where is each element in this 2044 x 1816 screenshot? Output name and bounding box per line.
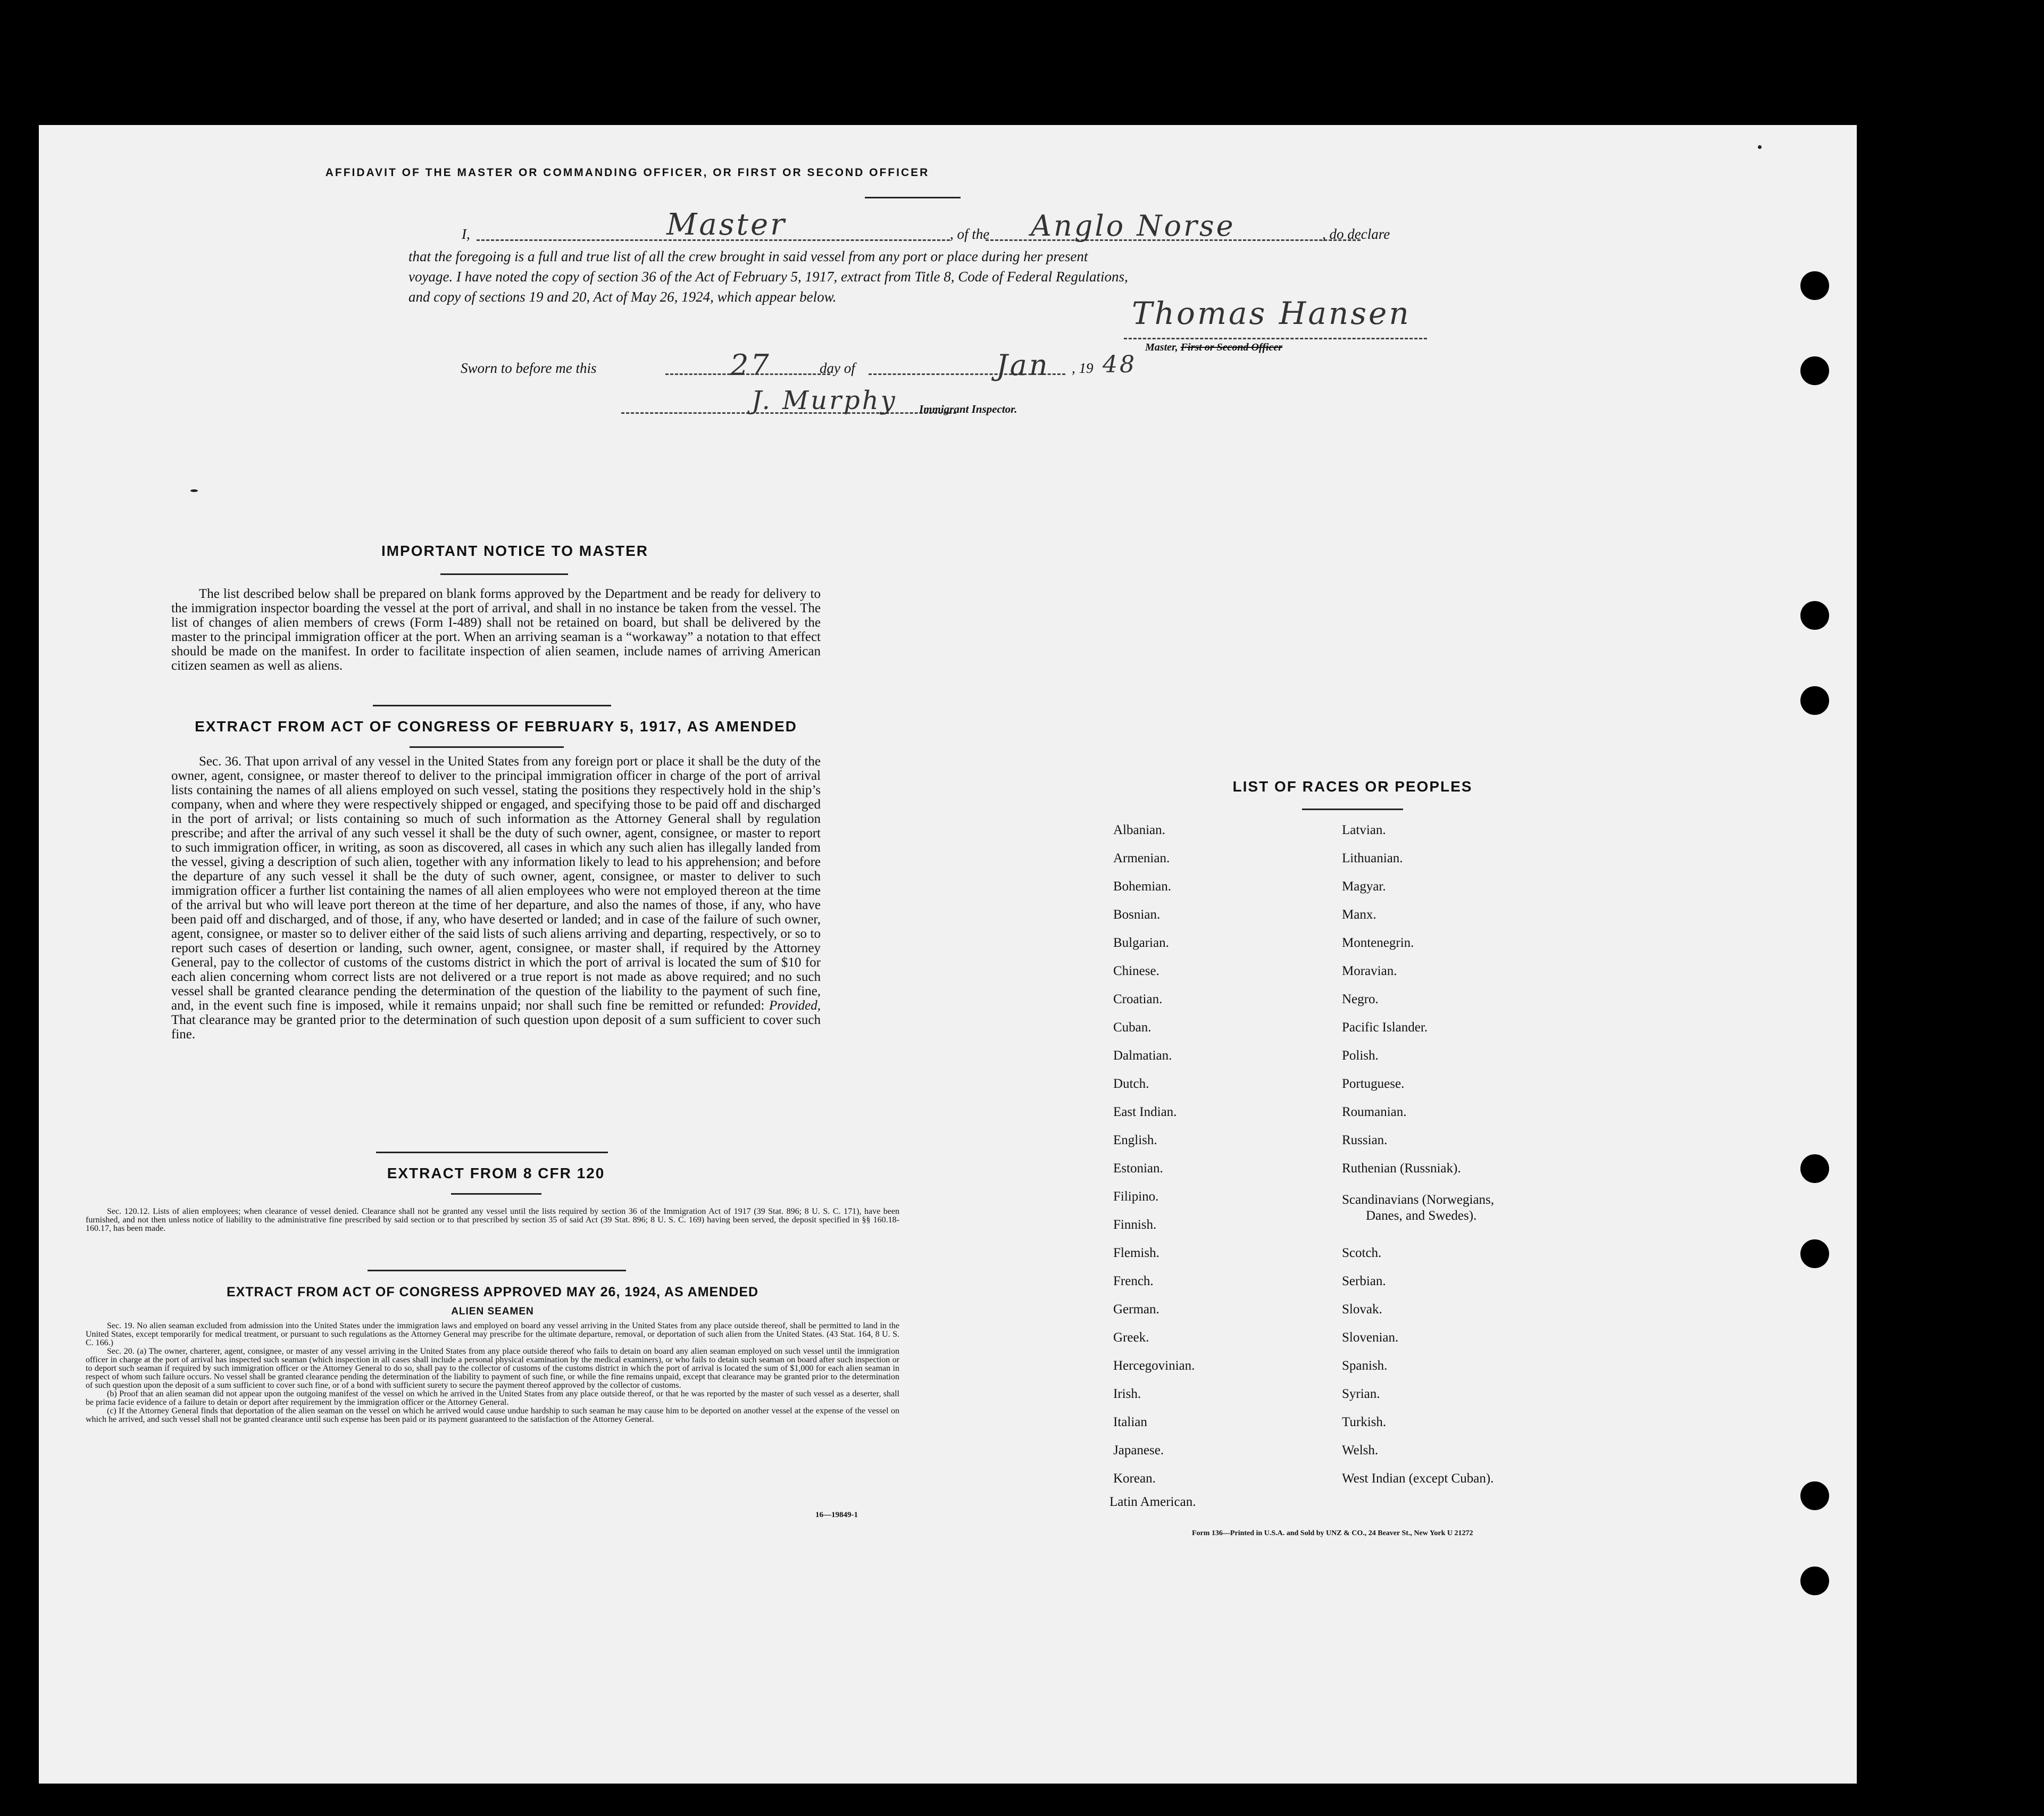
signer-title-master: Master, (1145, 341, 1178, 353)
extract-1924-sec20b: (b) Proof that an alien seaman did not appear upon the outgoing manifest of the vessel on which he arrived in the United States from any place outside thereof, or that he was reported by the master of such vessel as a deserter, shall be prima facie evidence of a failure to detain or deport after requirement by the immigration officer or the Attorney General. (86, 1389, 899, 1407)
signer-title (1145, 341, 1282, 354)
extract-1924-subtitle: ALIEN SEAMEN (451, 1306, 534, 1317)
extract-1924-sec19: Sec. 19. No alien seaman excluded from admission into the United States under the immigration laws and employed on board any vessel arriving in the United States from any place outside thereof, shall be permitted to land in the United States, except temporarily for medical treatment, or pursuant to such regulations as the Attorney General may prescribe for the ultimate departure, removal, or deportation of such alien from the United States. (43 Stat. 164, 8 U. S. C. 166.) (86, 1321, 899, 1347)
race-right-item: Scandinavians (Norwegians, (1342, 1193, 1495, 1207)
race-left-item: Italian (1113, 1415, 1147, 1429)
race-right-item: Manx. (1342, 907, 1376, 922)
race-right-item: Russian. (1342, 1133, 1388, 1147)
declaration-line-1: that the foregoing is a full and true list of all the crew brought in said vessel from any port or place during her present (408, 248, 1088, 264)
month-handwriting: Jan (996, 348, 1050, 382)
notice-rule (440, 573, 568, 575)
race-left-item: Armenian. (1113, 851, 1170, 865)
extract-1917-rule (410, 746, 564, 748)
notice-text: The list described below shall be prepared on blank forms approved by the Department and be ready for delivery to the immigration inspector boarding the vessel at the port of arrival, and shall in no instance be taken from the vessel. The list of changes of alien members of crews (Form I-489) shall not be retained on board, but shall be delivered by the master to the principal immigration officer at the port. When an arriving seaman is a “workaway” a notation to that effect should be made on the manifest. In order to facilitate inspection of alien seamen, include names of arriving American citizen seamen as well as aliens. (171, 587, 821, 673)
race-left-item: Dutch. (1113, 1077, 1149, 1091)
binder-hole (1800, 1239, 1829, 1268)
extract-1924-sec20c: (c) If the Attorney General finds that deportation of the alien seaman on the vessel on which he arrived would cause undue hardship to such seaman he may cause him to be deported on another vessel at the expense of the vessel on which he arrived, and such vessel shall not be granted clearance until such expense has been paid or its payment guaranteed to the satisfaction of the Attorney General. (86, 1406, 899, 1424)
race-right-item: Serbian. (1342, 1274, 1386, 1288)
paper-speck (1758, 145, 1762, 149)
races-rule (1302, 809, 1403, 810)
race-left-item: English. (1113, 1133, 1157, 1147)
extract-1917-bottom-rule (376, 1152, 608, 1153)
race-left-item: Hercegovinian. (1113, 1359, 1195, 1373)
binder-hole (1800, 1154, 1829, 1183)
binder-hole (1800, 356, 1829, 385)
notice-title: IMPORTANT NOTICE TO MASTER (381, 543, 649, 559)
binder-hole (1800, 271, 1829, 300)
races-title: LIST OF RACES OR PEOPLES (1232, 778, 1473, 795)
race-right-item: Spanish. (1342, 1359, 1388, 1373)
race-right-item: Montenegrin. (1342, 936, 1414, 950)
vessel-handwriting: Anglo Norse (1031, 209, 1236, 243)
do-declare-label: , do declare (1322, 226, 1390, 242)
extract-cfr-title: EXTRACT FROM 8 CFR 120 (387, 1165, 605, 1181)
race-left-item: Latin American. (1109, 1495, 1196, 1509)
declaration-line-3: and copy of sections 19 and 20, Act of May 26, 1924, which appear below. (408, 289, 837, 305)
title-rule (865, 197, 961, 198)
race-right-item: Portuguese. (1342, 1077, 1405, 1091)
race-left-item: Filipino. (1113, 1189, 1159, 1204)
race-left-item: Cuban. (1113, 1020, 1152, 1035)
race-left-item: East Indian. (1113, 1105, 1177, 1119)
binder-hole (1800, 1567, 1829, 1595)
race-right-item: West Indian (except Cuban). (1342, 1471, 1494, 1486)
race-left-item: Flemish. (1113, 1246, 1159, 1260)
race-right-item: Welsh. (1342, 1443, 1379, 1457)
race-left-item: Albanian. (1113, 823, 1165, 837)
year-handwriting: 48 (1103, 351, 1137, 378)
race-left-item: Finnish. (1113, 1218, 1157, 1232)
extract-1917-text (171, 754, 821, 1042)
race-right-item: Pacific Islander. (1342, 1020, 1428, 1035)
race-right-item: Lithuanian. (1342, 851, 1403, 865)
extract-1924-title: EXTRACT FROM ACT OF CONGRESS APPROVED MAY 26, 1924, AS AMENDED (226, 1285, 759, 1299)
race-left-item: Korean. (1113, 1471, 1156, 1486)
extract-cfr-rule (451, 1193, 541, 1195)
paper-speck (190, 489, 198, 492)
race-left-item: Dalmatian. (1113, 1048, 1172, 1063)
race-left-item: Bulgarian. (1113, 936, 1169, 950)
race-right-item: Roumanian. (1342, 1105, 1407, 1119)
race-right-item: Negro. (1342, 992, 1379, 1006)
binder-hole (1800, 601, 1829, 630)
race-left-item: French. (1113, 1274, 1154, 1288)
extract-1917-body: Sec. 36. That upon arrival of any vessel in the United States from any foreign port or place it shall be the duty of the owner, agent, consignee, or master thereof to deliver to the principal immigration officer in charge of the port of arrival lists containing the names of all aliens employed on such vessel, stating the positions they respectively hold in the ship’s company, when and where they were respectively shipped or engaged, and specifying those to be paid off and discharged in the port of arrival; or lists containing so much of such information as the Attorney General shall by regulation prescribe; and after the arrival of any such vessel it shall be the duty of such owner, agent, consignee, or master to report to such immigration officer, in writing, as soon as discovered, all cases in which any such alien has illegally landed from the vessel, giving a description of such alien, together with any information likely to lead to his apprehension; and before the departure of any such vessel it shall be the duty of such owner, agent, consignee, or master to deliver to such immigration officer a further list containing the names of all alien employees who were not employed thereon at the time of the arrival but who will leave port thereon at the time of her departure, and also the names of those, if any, who have been paid off and discharged, and of those, if any, who have deserted or landed; and in case of the failure of such owner, agent, consignee, or master so to deliver either of the said lists of such aliens arriving and departing, respectively, or so to report such cases of desertion or landing, such owner, agent, consignee, or master shall, if required by the Attorney General, pay to the collector of customs of the customs district in which the port of arrival is located the sum of $10 for each alien concerning whom correct lists are not delivered or a true report is not made as above required; and no such vessel shall be granted clearance pending the determination of the question of the liability to the payment of such fine, and, in the event such fine is imposed, while it remains unpaid; nor shall such fine be remitted or refunded: (171, 754, 821, 1013)
race-left-item: Japanese. (1113, 1443, 1164, 1457)
extract-1917-provided: Provided, (769, 998, 821, 1013)
race-left-item: Greek. (1113, 1330, 1149, 1345)
binder-hole (1800, 686, 1829, 715)
affidavit-title: AFFIDAVIT OF THE MASTER OR COMMANDING OFFICER, OR FIRST OR SECOND OFFICER (325, 166, 930, 179)
race-right-item: Scotch. (1342, 1246, 1382, 1260)
extract-cfr-text-block (86, 1207, 899, 1233)
officer-handwriting: Master (666, 207, 787, 242)
day-of-label: day of (820, 360, 855, 376)
race-right-item: Syrian. (1342, 1387, 1380, 1401)
race-right-item: Ruthenian (Russniak). (1342, 1161, 1461, 1176)
extract-1924-code: 16—19849-1 (815, 1511, 858, 1519)
sworn-label: Sworn to before me this (461, 360, 597, 376)
race-left-item: Bohemian. (1113, 879, 1172, 894)
signature-dotted-line (1124, 338, 1427, 339)
day-handwriting: 27 (730, 348, 771, 382)
race-right-item: Magyar. (1342, 879, 1386, 894)
extract-1924-text-block (86, 1322, 899, 1424)
race-right-item: Moravian. (1342, 964, 1397, 978)
race-right-item: Turkish. (1342, 1415, 1387, 1429)
extract-cfr-bottom-rule (368, 1270, 626, 1271)
race-right-item: Slovenian. (1342, 1330, 1399, 1345)
race-left-item: Bosnian. (1113, 907, 1161, 922)
inspector-label: Immigrant Inspector. (919, 403, 1017, 415)
master-signature: Thomas Hansen (1132, 295, 1411, 331)
extract-1924-sec20a: Sec. 20. (a) The owner, charterer, agent, consignee, or master of any vessel arriving in the United States from any place outside thereof who fails to detain on board any alien seaman employed on such vessel until the immigration officer in charge at the port of arrival has inspected such seaman (which inspection in all cases shall include a personal physical examination by the medical examiners), or who fails to detain such seaman on board after such inspection or to deport such seaman if required by such immigration officer or the Attorney General to do so, shall pay to the collector of customs of the customs district in which the port of arrival is located the sum of $1,000 for each alien seaman in respect of whom such failure occurs. No vessel shall be granted clearance pending the determination of the liability to payment of such fine, or while the fine remains unpaid, except that clearance may be granted prior to the determination of such question upon the deposit of a sum sufficient to cover such fine, or of a bond with sufficient surety to secure the payment thereof approved by the collector of customs. (86, 1347, 899, 1390)
inspector-signature: J. Murphy (752, 386, 897, 415)
binder-hole (1800, 1481, 1829, 1510)
race-left-item: Irish. (1113, 1387, 1141, 1401)
race-right-item: Polish. (1342, 1048, 1379, 1063)
race-left-item: Estonian. (1113, 1161, 1163, 1176)
year-prefix: , 19 (1072, 360, 1094, 376)
of-the-label: , of the (950, 226, 990, 242)
declaration-line-2: voyage. I have noted the copy of section 36 of the Act of February 5, 1917, extract from Title 8, Code of Federal Regulations, (408, 269, 1128, 285)
extract-1917-title: EXTRACT FROM ACT OF CONGRESS OF FEBRUARY 5, 1917, AS AMENDED (195, 718, 797, 735)
race-left-item: Croatian. (1113, 992, 1163, 1006)
form-note: Form 136—Printed in U.S.A. and Sold by UNZ & CO., 24 Beaver St., New York U 21272 (1192, 1529, 1473, 1537)
signer-title-struck: First or Second Officer (1180, 341, 1282, 353)
notice-bottom-rule (373, 705, 611, 706)
race-right-item: Slovak. (1342, 1302, 1382, 1317)
race-left-item: German. (1113, 1302, 1159, 1317)
extract-1917-body-end: That clearance may be granted prior to the determination of such question upon deposit of a sum sufficient to cover such fine. (171, 1013, 821, 1042)
extract-cfr-text: Sec. 120.12. Lists of alien employees; when clearance of vessel denied. Clearance shall not be granted any vessel until the lists required by section 36 of the Immigration Act of 1917 (39 Stat. 896; 8 U. S. C. 171), have been furnished, and not then unless notice of liability to the administrative fine prescribed by said section or to that prescribed by section 35 of said Act (39 Stat. 896; 8 U. S. C. 169) having been served, the deposit specified in §§ 160.18-160.17, has been made. (86, 1207, 899, 1233)
i-label: I, (462, 226, 470, 242)
document-page (39, 125, 1857, 1784)
race-right-item: Danes, and Swedes). (1366, 1209, 1477, 1223)
race-right-item: Latvian. (1342, 823, 1386, 837)
race-left-item: Chinese. (1113, 964, 1159, 978)
